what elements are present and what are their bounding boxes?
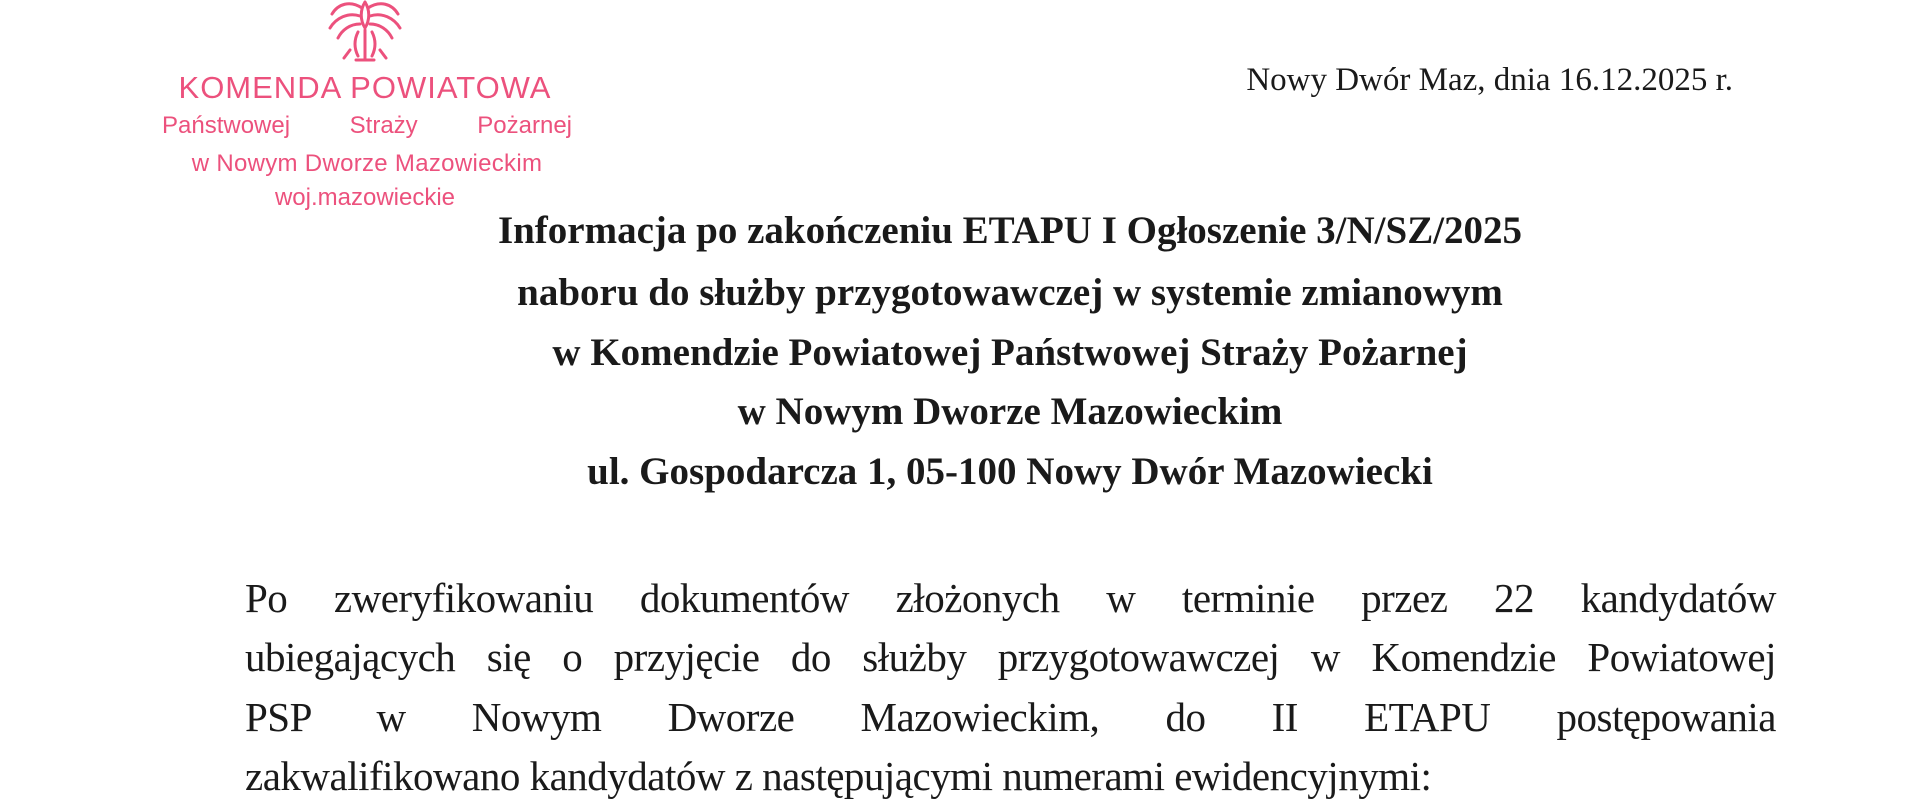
- stamp-line-4: woj.mazowieckie: [274, 184, 456, 211]
- title-line-5: ul. Gospodarcza 1, 05-100 Nowy Dwór Mazowiecki: [587, 450, 1433, 493]
- title-line-2: naboru do służby przygotowawczej w systemie zmianowym: [517, 271, 1503, 314]
- document-date: Nowy Dwór Maz, dnia 16.12.2025 r.: [1246, 62, 1733, 98]
- title-line-3: w Komendzie Powiatowej Państwowej Straży Pożarnej: [552, 331, 1468, 374]
- stamp-line-1: KOMENDA POWIATOWA: [178, 70, 552, 105]
- title-line-1: Informacja po zakończeniu ETAPU I Ogłoszenie 3/N/SZ/2025: [497, 209, 1523, 252]
- paragraph-line-4: zakwalifikowano kandydatów z następującymi numerami ewidencyjnymi:: [245, 753, 1432, 799]
- paragraph-line-1: Po zweryfikowaniu dokumentów złożonych w terminie przez 22 kandydatów: [245, 575, 1776, 621]
- paragraph-line-2: ubiegających się o przyjęcie do służby przygotowawczej w Komendzie Powiatowej: [245, 634, 1776, 680]
- eagle-emblem-icon: [320, 0, 410, 64]
- official-stamp: [150, 0, 580, 215]
- title-line-4: w Nowym Dworze Mazowieckim: [737, 390, 1283, 433]
- stamp-line-3: w Nowym Dworze Mazowieckim: [191, 150, 543, 177]
- paragraph-line-3: PSP w Nowym Dworze Mazowieckim, do II ETAPU postępowania: [245, 694, 1776, 740]
- stamp-line-2: Państwowej Straży Pożarnej: [162, 112, 572, 139]
